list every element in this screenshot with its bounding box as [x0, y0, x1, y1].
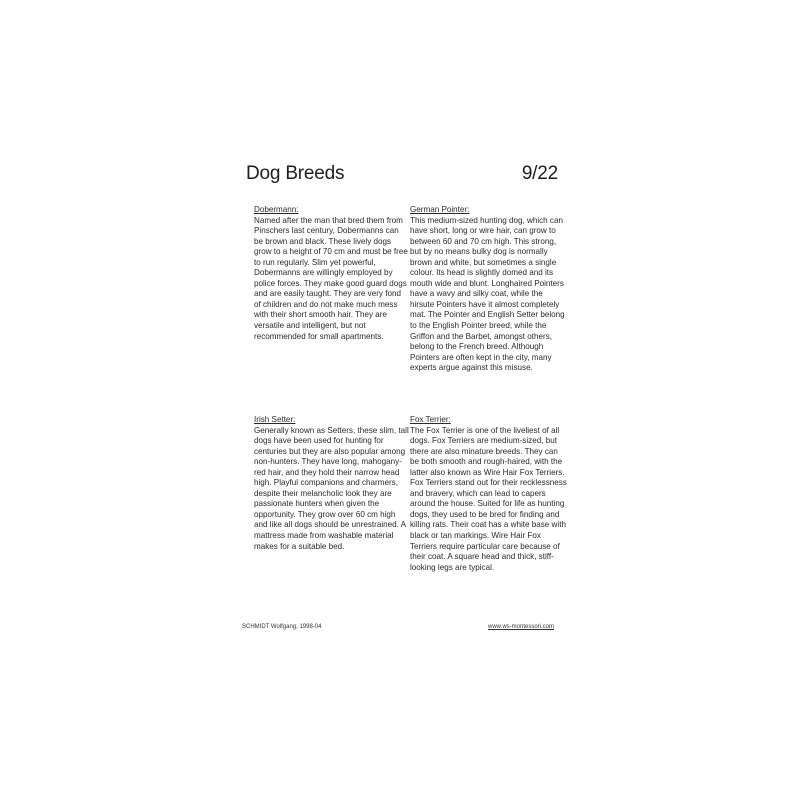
breed-description: The Fox Terrier is one of the liveliest of all dogs. Fox Terriers are medium-sized, but there are also minature breeds. They can be both smooth and rough-haired, with the latter also known as Wire Hair Fox Terriers. Fox Terriers stand out for their recklessness and bravery, which can lead to capers around the house. Suited for life as hunting dogs, they used to be bred for finding and killing rats. Their coat has a white base with black or tan markings. Wire Hair Fox Terriers require particular care because of their coat. A square head and thick, stiff-looking legs are typical. — [410, 425, 567, 572]
page-header — [246, 163, 558, 185]
breed-heading: Irish Setter: — [254, 415, 296, 424]
footer-author: SCHMIDT Wolfgang, 1998-04 — [242, 624, 322, 630]
breed-card-dobermann — [254, 205, 409, 342]
breed-description: Named after the man that bred them from Pinschers last century, Dobermanns can be brown and black. These lively dogs grow to a height of 70 cm and must be free to run regularly. Slim yet powerful, Dobermanns are willingly employed by police forces. They make good guard dogs and are easily taught. They are very fond of children and do not make much mess with their short smooth hair. They are versatile and intelligent, but not recommended for small apartments. — [254, 215, 408, 341]
page-title: Dog Breeds — [246, 163, 345, 184]
breed-description: This medium-sized hunting dog, which can have short, long or wire hair, can grow to between 60 and 70 cm high. This strong, but by no means bulky dog is normally brown and white, but sometimes a single colour. Its head is slightly domed and its mouth wide and blunt. Longhaired Pointers have a wavy and silky coat, while the hirsute Pointers have it almost completely mat. The Pointer and English Setter belong to the English Pointer breed, while the Griffon and the Barbet, amongst others, belong to the French breed. Although Pointers are often kept in the city, many experts argue against this misuse. — [410, 215, 565, 373]
breed-card-irish-setter — [254, 415, 409, 552]
breed-card-german-pointer — [410, 205, 568, 374]
breed-heading: German Pointer: — [410, 205, 470, 214]
breed-heading: Dobermann: — [254, 205, 299, 214]
breed-description: Generally known as Setters, these slim, tall dogs have been used for hunting for centuries but they are also popular among non-hunters. They have long, mahogany-red hair, and they hold their narrow head high. Playful companions and charmers, despite their melancholic look they are passionate hunters when given the opportunity. They grow over 60 cm high and like all dogs should be unrestrained. A mattress made from washable material makes for a suitable bed. — [254, 425, 409, 551]
page-number: 9/22 — [521, 163, 558, 184]
footer-website-link[interactable]: www.ws-montessori.com — [488, 624, 555, 630]
breed-heading: Fox Terrier: — [410, 415, 451, 424]
breed-card-fox-terrier — [410, 415, 568, 573]
